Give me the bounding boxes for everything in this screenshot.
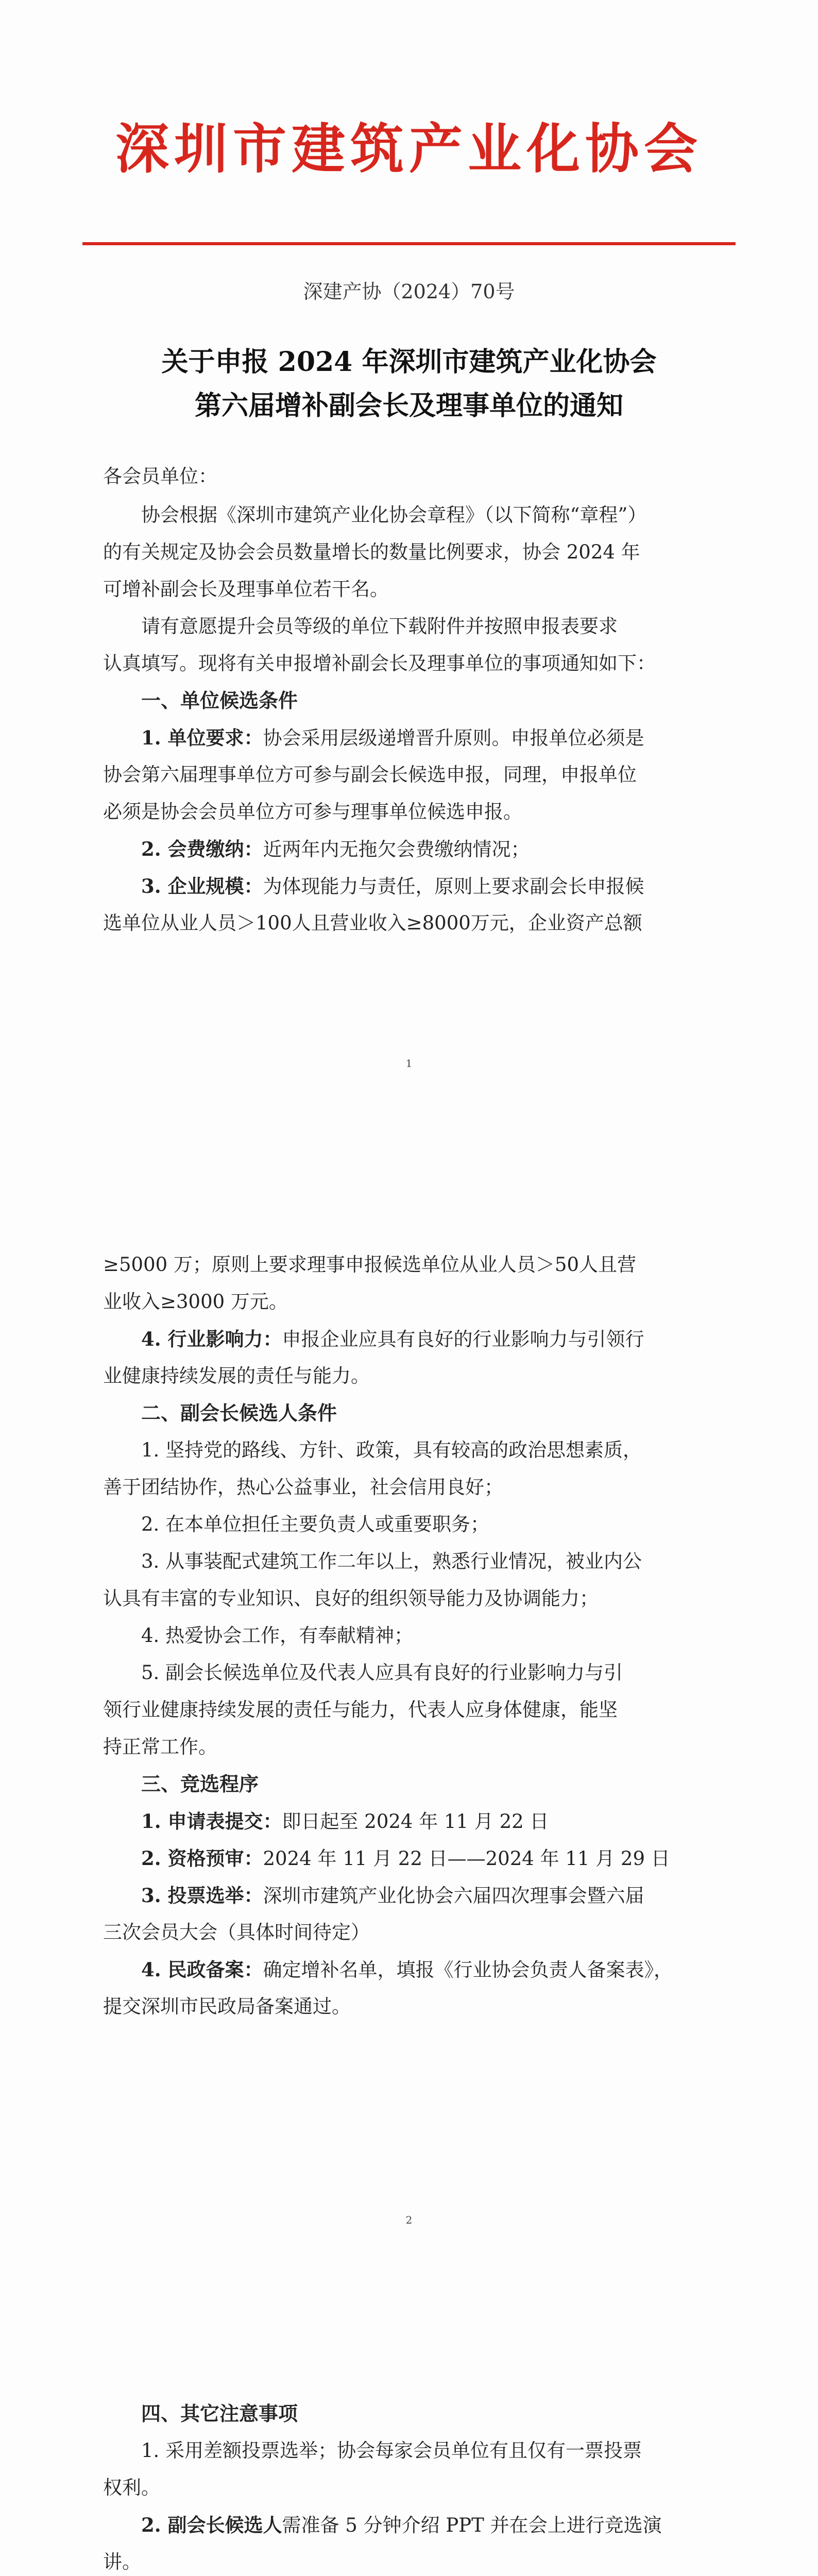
paragraph-line: 善于团结协作，热心公益事业，社会信用良好； (103, 1476, 503, 1498)
item-label: 4. 行业影响力： (141, 1328, 282, 1350)
item-label: 4. 民政备案： (141, 1958, 263, 1981)
item-text: 确定增补名单，填报《行业协会负责人备案表》， (263, 1959, 673, 1981)
paragraph-line: 2. 在本单位担任主要负责人或重要职务； (141, 1513, 490, 1535)
paragraph-line: 业收入≥3000 万元。 (103, 1291, 288, 1313)
item-text: 深圳市建筑产业化协会六届四次理事会暨六届 (263, 1885, 644, 1907)
notice-title-line-2: 第六届增补副会长及理事单位的通知 (194, 390, 623, 421)
paragraph-line: 3. 从事装配式建筑工作二年以上，熟悉行业情况，被业内公 (141, 1550, 642, 1572)
section-heading-2: 二、副会长候选人条件 (141, 1402, 337, 1425)
page-3 (0, 2313, 818, 2576)
page-number: 1 (405, 1057, 413, 1070)
page-1 (0, 0, 818, 1157)
item-text: 近两年内无拖欠会费缴纳情况； (263, 838, 530, 860)
page-number: 2 (405, 2214, 413, 2226)
paragraph-line: ≥5000 万；原则上要求理事申报候选单位从业人员＞50人且营 (103, 1253, 637, 1276)
paragraph-line: 持正常工作。 (103, 1736, 217, 1758)
paragraph-line: 认真填写。现将有关申报增补副会长及理事单位的事项通知如下： (103, 652, 656, 674)
item-label: 1. 单位要求： (141, 726, 263, 749)
paragraph-line: 选单位从业人员＞100人且营业收入≥8000万元，企业资产总额 (103, 912, 642, 934)
paragraph-line: 1. 采用差额投票选举；协会每家会员单位有且仅有一票投票 (141, 2439, 642, 2462)
paragraph-line: 4. 热爱协会工作，有奉献精神； (141, 1624, 414, 1647)
paragraph-line: 可增补副会长及理事单位若干名。 (103, 578, 389, 600)
item-text: 协会采用层级递增晋升原则。申报单位必须是 (263, 727, 644, 749)
notice-title-line-1: 关于申报 2024 年深圳市建筑产业化协会 (161, 346, 657, 378)
paragraph-line: 协会第六届理事单位方可参与副会长候选申报，同理，申报单位 (103, 764, 637, 786)
paragraph-line: 的有关规定及协会会员数量增长的数量比例要求，协会 2024 年 (103, 541, 640, 563)
item-text: 申报企业应具有良好的行业影响力与引领行 (282, 1328, 644, 1350)
item-text: 为体现能力与责任，原则上要求副会长申报候 (263, 875, 644, 897)
item-text: 需准备 5 分钟介绍 PPT 并在会上进行竞选演 (282, 2514, 662, 2536)
document-number: 深建产协（2024）70号 (303, 280, 515, 303)
page-2 (0, 1157, 818, 2313)
paragraph-line: 业健康持续发展的责任与能力。 (103, 1365, 370, 1387)
org-letterhead-title: 深圳市建筑产业化协会 (115, 117, 703, 180)
paragraph-line: 提交深圳市民政局备案通过。 (103, 1995, 351, 2018)
item-label: 3. 企业规模： (141, 875, 263, 897)
paragraph-line (141, 1843, 716, 1874)
salutation: 各会员单位： (103, 465, 217, 487)
paragraph-line (141, 1880, 716, 1911)
paragraph-line: 5. 副会长候选单位及代表人应具有良好的行业影响力与引 (141, 1662, 623, 1684)
item-label: 1. 申请表提交： (141, 1810, 282, 1833)
section-heading-1: 一、单位候选条件 (141, 689, 298, 712)
paragraph-line: 协会根据《深圳市建筑产业化协会章程》（以下简称“章程”） (141, 504, 647, 526)
paragraph-line: 必须是协会会员单位方可参与理事单位候选申报。 (103, 801, 522, 823)
paragraph-line: 认具有丰富的专业知识、良好的组织领导能力及协调能力； (103, 1587, 599, 1609)
section-heading-3: 三、竞选程序 (141, 1773, 259, 1795)
paragraph-line (141, 2510, 716, 2541)
paragraph-line (141, 1324, 716, 1355)
section-heading-4: 四、其它注意事项 (141, 2402, 298, 2425)
paragraph-line (141, 722, 716, 754)
item-text: 2024 年 11 月 22 日——2024 年 11 月 29 日 (263, 1848, 670, 1870)
paragraph-line (141, 871, 716, 902)
paragraph-line: 三次会员大会（具体时间待定） (103, 1921, 370, 1943)
item-label: 2. 会费缴纳： (141, 838, 263, 860)
paragraph-line (141, 834, 716, 865)
paragraph-line: 领行业健康持续发展的责任与能力，代表人应身体健康，能坚 (103, 1699, 618, 1721)
paragraph-line: 讲。 (103, 2551, 141, 2573)
item-label: 2. 资格预审： (141, 1847, 263, 1870)
red-divider-rule (82, 242, 736, 245)
item-label: 3. 投票选举： (141, 1884, 263, 1907)
paragraph-line: 权利。 (103, 2477, 160, 2499)
paragraph-line (141, 1806, 716, 1837)
paragraph-line (141, 1954, 716, 1986)
paragraph-line: 请有意愿提升会员等级的单位下载附件并按照申报表要求 (141, 615, 618, 637)
item-text: 即日起至 2024 年 11 月 22 日 (282, 1810, 549, 1833)
paragraph-line: 1. 坚持党的路线、方针、政策，具有较高的政治思想素质， (141, 1439, 642, 1461)
item-label: 2. 副会长候选人 (141, 2514, 282, 2536)
